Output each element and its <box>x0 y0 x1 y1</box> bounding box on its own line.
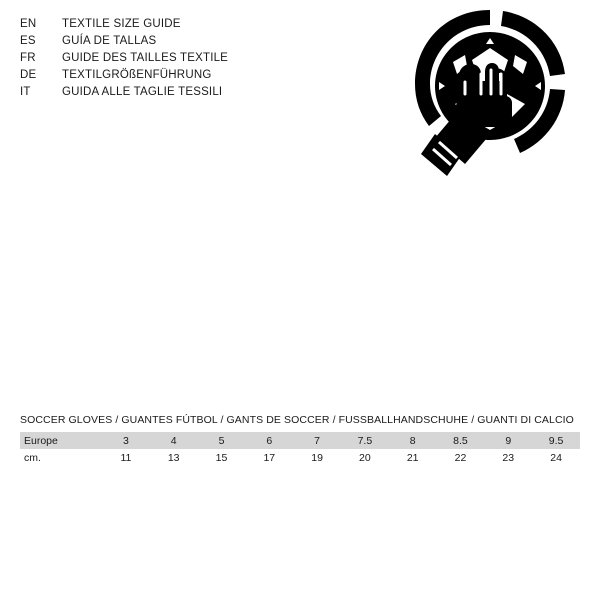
language-text-de: TEXTILGRÖßENFÜHRUNG <box>62 69 212 81</box>
row-label-cm: cm. <box>24 451 41 464</box>
table-row <box>20 432 580 449</box>
cell-europe-8: 9 <box>484 432 532 449</box>
language-row-de <box>20 67 360 84</box>
cell-cm-0: 11 <box>120 451 132 464</box>
cell-europe-9: 9.5 <box>532 432 580 449</box>
language-text-en: TEXTILE SIZE GUIDE <box>62 18 181 30</box>
language-text-it: GUIDA ALLE TAGLIE TESSILI <box>62 86 223 98</box>
cell-cm-7: 22 <box>454 451 467 464</box>
language-row-en <box>20 16 360 33</box>
language-code-es: ES <box>20 35 36 47</box>
language-row-es <box>20 33 360 50</box>
cell-cm-1: 13 <box>167 451 180 464</box>
table-row <box>20 449 580 466</box>
language-code-it: IT <box>20 86 31 98</box>
language-code-fr: FR <box>20 52 36 64</box>
size-table <box>20 432 580 466</box>
soccer-glove-and-ball-illustration <box>395 8 585 193</box>
language-row-it <box>20 84 360 101</box>
size-table-section <box>20 414 580 466</box>
cell-cm-2: 15 <box>215 451 228 464</box>
cell-europe-3: 6 <box>245 432 293 449</box>
cell-europe-7: 8.5 <box>437 432 485 449</box>
row-label-europe: Europe <box>20 432 102 449</box>
size-table-title: SOCCER GLOVES / GUANTES FÚTBOL / GANTS DE SOCCER / FUSSBALLHANDSCHUHE / GUANTI DI CALCIO <box>20 414 574 426</box>
language-code-en: EN <box>20 18 37 30</box>
language-row-fr <box>20 50 360 67</box>
language-code-de: DE <box>20 69 37 81</box>
cell-europe-6: 8 <box>389 432 437 449</box>
cell-cm-8: 23 <box>502 451 515 464</box>
language-text-es: GUÍA DE TALLAS <box>62 35 157 47</box>
cell-cm-9: 24 <box>550 451 562 464</box>
cell-europe-2: 5 <box>198 432 246 449</box>
cell-cm-6: 21 <box>406 451 419 464</box>
cell-cm-4: 19 <box>311 451 323 464</box>
language-text-fr: GUIDE DES TAILLES TEXTILE <box>62 52 229 64</box>
language-list <box>20 16 360 101</box>
cell-cm-5: 20 <box>359 451 371 464</box>
cell-europe-4: 7 <box>293 432 341 449</box>
cell-europe-0: 3 <box>102 432 150 449</box>
cell-europe-5: 7.5 <box>341 432 389 449</box>
cell-cm-3: 17 <box>263 451 276 464</box>
cell-europe-1: 4 <box>150 432 198 449</box>
